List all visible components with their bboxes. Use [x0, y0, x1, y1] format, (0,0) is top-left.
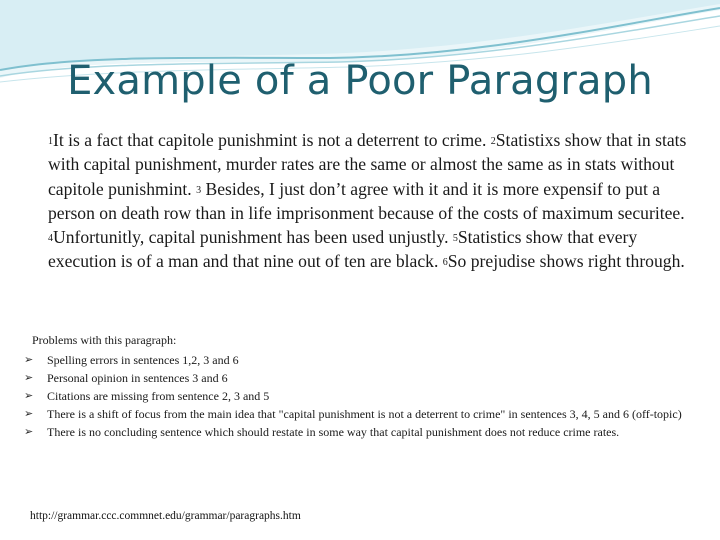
- sentence-number: 4: [48, 233, 53, 245]
- arrow-bullet-icon: ➢: [24, 353, 34, 366]
- arrow-bullet-icon: ➢: [24, 407, 34, 420]
- slide-title: Example of a Poor Paragraph: [67, 58, 653, 104]
- problem-item: [22, 406, 692, 422]
- problems-list: [22, 352, 692, 440]
- problems-heading: Problems with this paragraph:: [32, 333, 177, 347]
- arrow-bullet-icon: ➢: [24, 389, 34, 402]
- problem-item: [22, 388, 692, 404]
- arrow-bullet-icon: ➢: [24, 371, 34, 384]
- problem-text: Personal opinion in sentences 3 and 6: [47, 371, 228, 385]
- problems-section: [22, 332, 692, 442]
- sentence-number: 3: [196, 184, 202, 196]
- sentence-number: 2: [490, 136, 496, 147]
- sentence-text: Statistixs show that in stats with capital punishment, murder rates are the same or almost the same as in stats without capitole punishmint.: [48, 130, 687, 199]
- source-url: http://grammar.ccc.commnet.edu/grammar/paragraphs.htm: [30, 510, 301, 522]
- sentence-text: It is a fact that capitole punishmint is not a deterrent to crime.: [53, 130, 491, 150]
- problem-text: There is a shift of focus from the main idea that "capital punishment is not a deterrent to crime" in sentences 3, 4, 5 and 6 (off-topic): [47, 407, 682, 421]
- problem-text: Citations are missing from sentence 2, 3 and 5: [47, 389, 270, 403]
- sentence-number: 5: [452, 233, 458, 245]
- sentence-number: 1: [48, 136, 53, 147]
- sentence-text: So prejudise shows right through.: [447, 251, 685, 272]
- arrow-bullet-icon: ➢: [24, 425, 34, 438]
- sentence-text: Besides, I just don’t agree with it and it is more expensif to put a person on death row than in life imprisonment because of the costs of maximum securitee.: [48, 178, 685, 223]
- example-paragraph: [48, 128, 698, 274]
- problem-text: There is no concluding sentence which should restate in some way that capital punishment does not reduce crime rates.: [47, 425, 620, 439]
- problem-item: [22, 352, 692, 368]
- problem-item: [22, 424, 692, 440]
- problem-text: Spelling errors in sentences 1,2, 3 and 6: [47, 353, 239, 367]
- problem-item: [22, 370, 692, 386]
- sentence-text: Unfortunitly, capital punishment has been used unjustly.: [53, 227, 453, 248]
- sentence-text: Statistics show that every execution is of a man and that nine out of ten are black.: [48, 227, 638, 272]
- sentence-number: 6: [442, 257, 448, 269]
